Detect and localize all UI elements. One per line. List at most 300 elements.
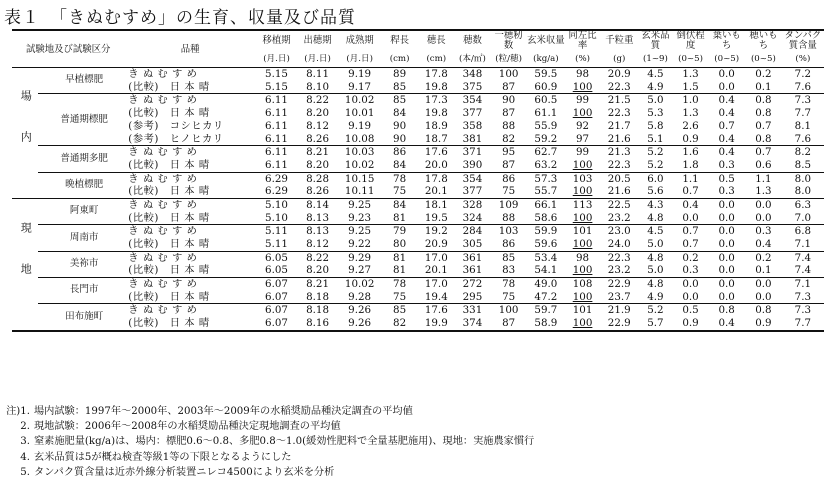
data-cell: 0.0	[755, 198, 772, 211]
data-cell: 103	[565, 172, 601, 185]
data-cell: 98	[565, 251, 601, 264]
data-cell: 18.9	[424, 119, 448, 132]
data-cell: 100	[572, 238, 593, 251]
data-cell: 8.12	[306, 238, 329, 251]
data-cell: 361	[455, 251, 491, 264]
data-cell: 75	[502, 290, 516, 303]
data-cell: 20.1	[424, 185, 448, 198]
data-cell: 85	[381, 304, 418, 317]
table-row	[12, 278, 824, 291]
variety-cell: き ぬ む す め	[128, 198, 198, 211]
data-cell: 9.19	[348, 119, 372, 132]
data-cell: 87	[502, 80, 516, 93]
data-cell: 8.10	[306, 80, 329, 93]
data-cell: 0.1	[755, 264, 772, 277]
variety-cell: き ぬ む す め	[124, 251, 256, 264]
data-cell: 8.14	[306, 198, 329, 211]
data-cell: 6.29	[256, 172, 297, 185]
data-cell: 0.7	[673, 225, 709, 238]
data-cell: 0.4	[755, 238, 772, 251]
variety-cell: (参考) コシヒカリ	[128, 119, 224, 132]
data-cell: 7.7	[794, 107, 812, 120]
data-cell: 5.6	[647, 185, 664, 198]
data-cell: 9.23	[348, 211, 372, 224]
data-cell: 0.0	[682, 290, 699, 303]
data-cell: 59.6	[534, 238, 558, 251]
data-cell: 5.2	[638, 146, 673, 159]
data-cell: 7.7	[794, 317, 812, 330]
data-cell: 0.9	[755, 317, 772, 330]
data-cell: 10.01	[344, 107, 375, 120]
data-cell: 10.11	[344, 185, 375, 198]
data-cell: 8.22	[297, 251, 338, 264]
data-cell: 78	[381, 172, 418, 185]
variety-cell: き ぬ む す め	[124, 172, 256, 185]
data-cell: 99	[565, 94, 601, 107]
header-col: 穂長	[426, 35, 446, 46]
data-cell: 6.0	[638, 172, 673, 185]
data-cell: 99	[565, 146, 601, 159]
data-cell: 100	[572, 264, 593, 277]
variety-cell: き ぬ む す め	[124, 94, 256, 107]
header-col: タンパク質含量	[784, 30, 822, 51]
data-cell: 19.4	[424, 290, 448, 303]
data-cell: 83	[502, 264, 516, 277]
data-cell: 1.1	[745, 172, 782, 185]
data-cell: 0.0	[718, 198, 735, 211]
data-cell: 1.3	[755, 185, 772, 198]
data-cell: 103	[490, 225, 527, 238]
data-cell: 0.7	[682, 238, 699, 251]
data-cell: 21.9	[600, 304, 638, 317]
data-cell: 0.6	[755, 158, 772, 171]
section-label: 普通期多肥	[38, 146, 124, 172]
data-cell: 60.5	[527, 94, 565, 107]
data-cell: 20.5	[600, 172, 638, 185]
data-cell: 5.15	[265, 80, 288, 93]
section-label: 早植標肥	[65, 74, 104, 86]
header-site: 試験地及び試験区分	[12, 30, 124, 68]
data-cell: 0.9	[682, 317, 699, 330]
table-row	[12, 172, 824, 185]
data-cell: 24.0	[607, 238, 631, 251]
data-cell: 17.0	[418, 278, 455, 291]
data-cell: 6.11	[256, 146, 297, 159]
data-cell: 6.8	[782, 225, 824, 238]
data-cell: 1.1	[673, 172, 709, 185]
data-cell: 23.0	[600, 225, 638, 238]
data-cell: 358	[462, 119, 483, 132]
variety-cell: (比較) 日 本 晴	[128, 211, 210, 224]
note-text: 玄米品質は5が概ね検査等級1等の下限となるようにした	[34, 451, 292, 463]
data-cell: 5.10	[265, 211, 288, 224]
header-unit: (0~5)	[673, 51, 709, 68]
data-cell: 88	[502, 119, 516, 132]
data-cell: 20.1	[424, 264, 448, 277]
data-cell: 78	[490, 278, 527, 291]
data-cell: 9.25	[338, 225, 381, 238]
data-cell: 10.02	[338, 278, 381, 291]
note-line	[4, 419, 534, 434]
data-cell: 5.11	[256, 225, 297, 238]
note-line	[4, 434, 534, 449]
header-unit: (cm)	[381, 51, 418, 68]
data-cell: 22.9	[607, 317, 631, 330]
note-line	[4, 465, 534, 480]
data-cell: 80	[393, 238, 407, 251]
data-cell: 8.2	[782, 146, 824, 159]
data-cell: 0.2	[745, 251, 782, 264]
data-cell: 6.11	[265, 107, 288, 120]
data-cell: 18.1	[424, 198, 448, 211]
data-cell: 8.20	[306, 107, 329, 120]
data-cell: 381	[462, 132, 483, 145]
data-cell: 100	[572, 211, 593, 224]
data-cell: 4.8	[647, 211, 664, 224]
header-col: 一穂籾数	[494, 30, 523, 51]
data-cell: 0.0	[708, 251, 745, 264]
header-col: 穂いもち	[749, 30, 778, 51]
data-cell: 22.9	[600, 278, 638, 291]
data-cell: 10.08	[344, 132, 375, 145]
data-cell: 8.12	[306, 119, 329, 132]
header-col: 同左比率	[568, 30, 597, 51]
data-cell: 6.07	[265, 317, 288, 330]
data-cell: 66.1	[534, 198, 558, 211]
data-cell: 23.2	[607, 264, 631, 277]
data-cell: 97	[576, 132, 590, 145]
data-cell: 86	[502, 238, 516, 251]
data-cell: 17.8	[418, 172, 455, 185]
data-cell: 0.9	[682, 132, 699, 145]
data-cell: 0.3	[718, 158, 735, 171]
data-cell: 85	[381, 94, 418, 107]
data-cell: 9.28	[348, 290, 372, 303]
data-cell: 4.9	[647, 290, 664, 303]
data-cell: 0.8	[755, 132, 772, 145]
data-cell: 0.4	[708, 146, 745, 159]
data-cell: 8.26	[306, 185, 329, 198]
data-cell: 4.9	[647, 80, 664, 93]
data-cell: 1.3	[682, 107, 699, 120]
data-cell: 8.26	[306, 132, 329, 145]
data-cell: 101	[565, 304, 601, 317]
data-cell: 10.02	[344, 158, 375, 171]
header-col: 玄米品質	[641, 30, 670, 51]
data-cell: 8.5	[794, 158, 812, 171]
data-cell: 8.20	[306, 158, 329, 171]
header-unit: (%)	[565, 51, 601, 68]
data-cell: 84	[393, 198, 407, 211]
data-cell: 9.19	[348, 68, 372, 81]
data-cell: 377	[462, 107, 483, 120]
data-cell: 4.5	[638, 225, 673, 238]
section-label: 田布施町	[38, 304, 124, 331]
header-col: 出穂期	[303, 35, 332, 46]
data-cell: 19.8	[424, 80, 448, 93]
data-cell: 0.8	[745, 304, 782, 317]
data-cell: 23.2	[607, 211, 631, 224]
header-col: 穂数	[463, 35, 482, 46]
data-cell: 59.2	[534, 132, 558, 145]
data-cell: 8.1	[794, 119, 812, 132]
data-cell: 5.3	[647, 107, 664, 120]
data-cell: 19.8	[424, 107, 448, 120]
data-cell: 63.2	[534, 158, 558, 171]
data-cell: 85	[393, 80, 407, 93]
data-cell: 8.16	[306, 317, 329, 330]
section-label: 周南市	[38, 225, 124, 251]
data-cell: 5.0	[647, 264, 664, 277]
data-cell: 4.3	[647, 198, 664, 211]
data-cell: 0.0	[755, 290, 772, 303]
data-cell: 8.21	[297, 146, 338, 159]
table-row	[12, 291, 824, 304]
section-label: 阿東町	[69, 205, 99, 217]
table-caption: 「きぬむすめ」の生育、収量及び品質	[50, 8, 356, 28]
data-cell: 6.05	[256, 251, 297, 264]
data-cell: 90	[393, 119, 407, 132]
table-title	[4, 3, 356, 28]
data-cell: 0.0	[745, 278, 782, 291]
data-cell: 6.11	[256, 94, 297, 107]
data-cell: 0.8	[745, 94, 782, 107]
header-unit: (月.日)	[297, 51, 338, 68]
data-cell: 8.0	[794, 185, 812, 198]
data-cell: 9.27	[348, 264, 372, 277]
variety-cell: (比較) 日 本 晴	[128, 317, 210, 330]
data-cell: 81	[393, 264, 407, 277]
note-number: 5.	[20, 466, 30, 478]
data-cell: 55.7	[534, 185, 558, 198]
data-cell: 89	[393, 68, 407, 81]
data-cell: 17.6	[418, 146, 455, 159]
data-cell: 354	[455, 172, 491, 185]
data-cell: 0.0	[718, 68, 735, 81]
data-cell: 0.7	[718, 119, 735, 132]
data-cell: 6.05	[265, 264, 288, 277]
variety-cell: (比較) 日 本 晴	[128, 80, 210, 93]
data-cell: 4.8	[638, 251, 673, 264]
data-cell: 10.02	[338, 94, 381, 107]
data-cell: 95	[490, 146, 527, 159]
data-cell: 82	[393, 317, 407, 330]
data-cell: 0.4	[718, 317, 735, 330]
data-cell: 328	[462, 198, 483, 211]
data-cell: 19.2	[418, 225, 455, 238]
data-cell: 0.7	[755, 119, 772, 132]
data-cell: 21.6	[607, 185, 631, 198]
data-cell: 0.0	[718, 290, 735, 303]
data-cell: 88	[502, 211, 516, 224]
data-cell: 58.9	[534, 317, 558, 330]
data-cell: 1.5	[682, 80, 699, 93]
data-cell: 81	[381, 251, 418, 264]
variety-cell: き ぬ む す め	[124, 225, 256, 238]
data-cell: 8.18	[306, 290, 329, 303]
data-cell: 0.4	[718, 132, 735, 145]
table-row	[12, 212, 824, 225]
header-col: 葉いもち	[712, 30, 741, 51]
data-cell: 0.1	[755, 80, 772, 93]
data-cell: 19.9	[424, 317, 448, 330]
data-cell: 295	[462, 290, 483, 303]
data-cell: 20.9	[607, 68, 631, 81]
data-cell: 7.3	[782, 304, 824, 317]
data-cell: 100	[572, 290, 593, 303]
data-cell: 58.6	[534, 211, 558, 224]
data-cell: 0.0	[755, 211, 772, 224]
data-cell: 8.13	[297, 225, 338, 238]
data-cell: 75	[393, 290, 407, 303]
data-cell: 305	[462, 238, 483, 251]
section-label: 晩植標肥	[38, 172, 124, 198]
data-cell: 9.26	[338, 304, 381, 317]
data-cell: 17.6	[418, 304, 455, 317]
data-cell: 22.3	[600, 251, 638, 264]
header-col: 倒伏程度	[676, 30, 705, 51]
data-cell: 61.1	[534, 107, 558, 120]
data-cell: 7.3	[782, 94, 824, 107]
table-row	[12, 120, 824, 133]
variety-cell: (比較) 日 本 晴	[128, 264, 210, 277]
data-cell: 59.9	[527, 225, 565, 238]
data-cell: 90	[393, 132, 407, 145]
data-cell: 1.0	[673, 94, 709, 107]
note-text: 窒素施肥量(kg/a)は、場内：標肥0.6～0.8、多肥0.8～1.0(緩効性肥料で全量基肥施用)、現地：実施農家慣行	[34, 436, 535, 448]
data-cell: 100	[572, 80, 593, 93]
data-cell: 272	[455, 278, 491, 291]
data-cell: 22.5	[607, 198, 631, 211]
header-variety: 品種	[124, 30, 256, 68]
data-cell: 87	[502, 317, 516, 330]
data-cell: 0.0	[682, 211, 699, 224]
table-row	[12, 304, 824, 317]
table-row	[12, 107, 824, 120]
header-unit: (g)	[600, 51, 638, 68]
header-unit: (粒/穂)	[490, 51, 527, 68]
data-cell: 9.26	[348, 317, 372, 330]
note-text: タンパク質含量は近赤外線分析装置ニレコ4500により玄米を分析	[34, 466, 335, 478]
data-cell: 22.3	[607, 80, 631, 93]
group-label-text: 現地	[19, 221, 33, 304]
data-cell: 100	[572, 107, 593, 120]
data-cell: 8.18	[297, 304, 338, 317]
data-cell: 0.3	[718, 185, 735, 198]
data-cell: 371	[455, 146, 491, 159]
data-cell: 100	[572, 185, 593, 198]
data-cell: 8.0	[782, 172, 824, 185]
data-cell: 7.6	[794, 80, 812, 93]
data-cell: 86	[490, 172, 527, 185]
data-cell: 5.2	[647, 158, 664, 171]
data-cell: 7.1	[782, 278, 824, 291]
table-number: 表１	[4, 8, 40, 28]
data-cell: 21.5	[600, 94, 638, 107]
data-cell: 2.6	[682, 119, 699, 132]
section-label: 長門市	[38, 278, 124, 304]
note-line	[4, 450, 534, 465]
data-cell: 0.7	[682, 185, 699, 198]
data-cell: 354	[455, 94, 491, 107]
data-cell: 90	[490, 94, 527, 107]
data-cell: 0.5	[708, 172, 745, 185]
data-cell: 324	[462, 211, 483, 224]
section-label: 美祢市	[38, 251, 124, 277]
data-cell: 0.4	[718, 107, 735, 120]
data-cell: 59.5	[534, 68, 558, 81]
data-cell: 0.0	[718, 211, 735, 224]
table-row	[12, 264, 824, 277]
data-cell: 92	[576, 119, 590, 132]
data-cell: 0.0	[708, 278, 745, 291]
data-cell: 109	[498, 198, 519, 211]
data-cell: 17.8	[424, 68, 448, 81]
data-cell: 7.2	[794, 68, 812, 81]
data-cell: 5.2	[638, 304, 673, 317]
table-row	[12, 159, 824, 172]
header-col: 稈長	[390, 35, 409, 46]
data-cell: 8.11	[306, 68, 329, 81]
data-cell: 6.11	[265, 158, 288, 171]
data-cell: 5.15	[265, 68, 288, 81]
data-cell: 47.2	[534, 290, 558, 303]
data-cell: 8.22	[297, 94, 338, 107]
data-cell: 0.8	[708, 304, 745, 317]
header-unit: (cm)	[418, 51, 455, 68]
data-cell: 6.07	[256, 278, 297, 291]
note-number: 3.	[20, 436, 30, 448]
variety-cell: き ぬ む す め	[124, 146, 256, 159]
data-cell: 0.2	[673, 251, 709, 264]
table-row	[12, 251, 824, 264]
data-cell: 100	[572, 158, 593, 171]
data-cell: 75	[502, 185, 516, 198]
data-cell: 374	[462, 317, 483, 330]
header-unit: (月.日)	[338, 51, 381, 68]
data-cell: 0.0	[718, 264, 735, 277]
variety-cell: (比較) 日 本 晴	[128, 238, 210, 251]
data-cell: 22.3	[607, 107, 631, 120]
data-cell: 20.0	[424, 158, 448, 171]
group-label-text: 場内	[19, 90, 33, 173]
data-cell: 54.1	[534, 264, 558, 277]
data-cell: 390	[462, 158, 483, 171]
data-cell: 5.8	[647, 119, 664, 132]
table-row	[12, 132, 824, 145]
data-cell: 6.07	[256, 304, 297, 317]
data-cell: 348	[462, 68, 483, 81]
table-row	[12, 225, 824, 238]
note-number: 注)1.	[6, 406, 30, 417]
table-row	[12, 68, 824, 81]
data-cell: 8.28	[297, 172, 338, 185]
data-cell: 0.4	[682, 198, 699, 211]
data-cell: 49.0	[527, 278, 565, 291]
data-cell: 21.7	[607, 119, 631, 132]
data-cell: 361	[462, 264, 483, 277]
data-cell: 375	[462, 80, 483, 93]
data-cell: 1.3	[682, 68, 699, 81]
table-row	[12, 317, 824, 331]
data-cell: 7.0	[794, 211, 812, 224]
data-cell: 5.1	[647, 132, 664, 145]
data-cell: 19.5	[424, 211, 448, 224]
variety-cell: き ぬ む す め	[124, 278, 256, 291]
note-line	[4, 404, 534, 419]
data-cell: 5.11	[265, 238, 288, 251]
table-row	[12, 185, 824, 198]
